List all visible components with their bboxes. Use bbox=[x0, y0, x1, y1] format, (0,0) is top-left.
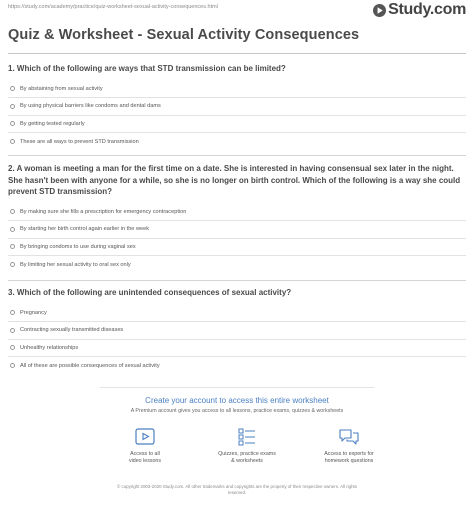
radio-icon[interactable] bbox=[10, 244, 15, 249]
radio-icon[interactable] bbox=[10, 121, 15, 126]
page-title: Quiz & Worksheet - Sexual Activity Consequences bbox=[8, 27, 360, 43]
copyright-notice bbox=[70, 484, 404, 496]
chat-bubbles-icon bbox=[338, 427, 360, 447]
title-divider bbox=[8, 53, 466, 54]
radio-icon[interactable] bbox=[10, 310, 15, 315]
promo-subtitle: A Premium account gives you access to all lessons, practice exams, quizzes & worksheets bbox=[130, 408, 344, 414]
feature-label: Access to experts for bbox=[324, 451, 374, 457]
answer-label: By limiting her sexual activity to oral sex only bbox=[20, 261, 131, 268]
promo-title[interactable]: Create your account to access this entire worksheet bbox=[145, 396, 329, 405]
answer-label: By starting her birth control again earlier in the week bbox=[20, 226, 150, 233]
answer-label: By getting tested regularly bbox=[20, 120, 85, 127]
answer-list bbox=[8, 305, 466, 375]
radio-icon[interactable] bbox=[10, 345, 15, 350]
logo-text: Study.com bbox=[388, 1, 466, 18]
feature-label: Quizzes, practice exams bbox=[218, 451, 276, 457]
feature-label: homework questions bbox=[324, 458, 374, 464]
radio-icon[interactable] bbox=[10, 363, 15, 368]
answer-option[interactable] bbox=[8, 357, 466, 375]
question-text: 2. A woman is meeting a man for the first time on a date. She is interested in having consensual sex later in the night. She hasn't been with anyone for a while, so she is no longer on birth control. Which of the following is a way she could prevent STD transmission? bbox=[8, 164, 461, 196]
answer-option[interactable] bbox=[8, 204, 466, 222]
question-divider bbox=[8, 155, 466, 156]
answer-list bbox=[8, 204, 466, 274]
checklist-icon bbox=[236, 427, 258, 447]
feature-quizzes bbox=[202, 427, 292, 465]
answer-label: By bringing condoms to use during vaginal sex bbox=[20, 243, 136, 250]
radio-icon[interactable] bbox=[10, 86, 15, 91]
question-2 bbox=[8, 163, 466, 274]
answer-label: Contracting sexually transmitted diseases bbox=[20, 327, 124, 334]
answer-option[interactable] bbox=[8, 221, 466, 239]
answer-option[interactable] bbox=[8, 81, 466, 99]
study-logo[interactable] bbox=[373, 1, 466, 19]
answer-label: These are all ways to prevent STD transmission bbox=[20, 138, 139, 145]
answer-label: By abstaining from sexual activity bbox=[20, 85, 103, 92]
answer-label: Pregnancy bbox=[20, 309, 47, 316]
radio-icon[interactable] bbox=[10, 104, 15, 109]
question-1 bbox=[8, 63, 466, 151]
radio-icon[interactable] bbox=[10, 328, 15, 333]
answer-option[interactable] bbox=[8, 133, 466, 151]
answer-option[interactable] bbox=[8, 256, 466, 274]
answer-option[interactable] bbox=[8, 239, 466, 257]
feature-label: video lessons bbox=[128, 458, 162, 464]
answer-label: By using physical barriers like condoms and dental dams bbox=[20, 103, 161, 110]
answer-label: Unhealthy relationships bbox=[20, 344, 79, 351]
radio-icon[interactable] bbox=[10, 227, 15, 232]
answer-option[interactable] bbox=[8, 322, 466, 340]
video-icon bbox=[134, 427, 156, 447]
question-text: 1. Which of the following are ways that STD transmission can be limited? bbox=[8, 64, 286, 73]
radio-icon[interactable] bbox=[10, 139, 15, 144]
study-logo-icon bbox=[373, 4, 386, 17]
feature-label: Access to all bbox=[130, 451, 160, 457]
question-divider bbox=[8, 280, 466, 281]
copyright-line: © copyright 2003-2020 Study.com. All other trademarks and copyrights are the property of their respective owners. All rights bbox=[117, 484, 357, 489]
radio-icon[interactable] bbox=[10, 262, 15, 267]
answer-list bbox=[8, 81, 466, 151]
feature-label: & worksheets bbox=[231, 458, 263, 464]
promo-divider bbox=[100, 387, 374, 388]
answer-option[interactable] bbox=[8, 98, 466, 116]
answer-option[interactable] bbox=[8, 305, 466, 323]
answer-label: By making sure she fills a prescription for emergency contraception bbox=[20, 208, 187, 215]
question-text: 3. Which of the following are unintended consequences of sexual activity? bbox=[8, 288, 292, 297]
radio-icon[interactable] bbox=[10, 209, 15, 214]
answer-label: All of these are possible consequences of sexual activity bbox=[20, 362, 160, 369]
feature-experts bbox=[304, 427, 394, 465]
copyright-line: reserved. bbox=[227, 490, 247, 495]
page-url: https://study.com/academy/practice/quiz-worksheet-sexual-activity-consequences.html bbox=[8, 4, 218, 10]
answer-option[interactable] bbox=[8, 116, 466, 134]
promo-features bbox=[100, 427, 394, 465]
answer-option[interactable] bbox=[8, 340, 466, 358]
feature-video-lessons bbox=[100, 427, 190, 465]
question-3 bbox=[8, 287, 466, 375]
